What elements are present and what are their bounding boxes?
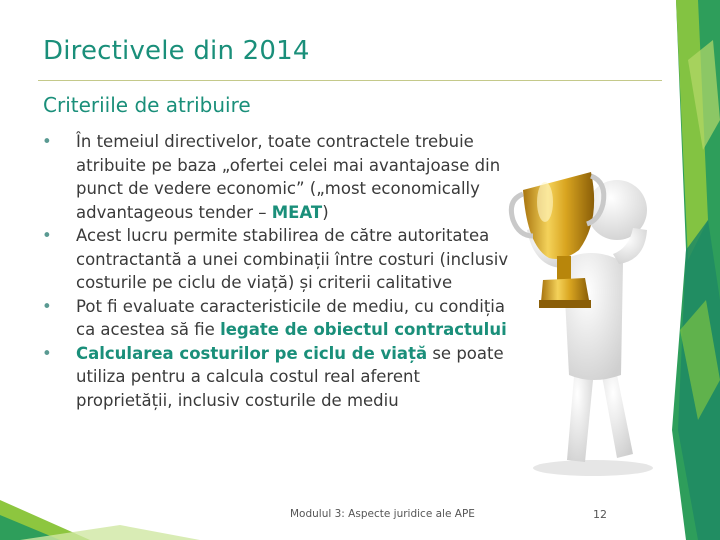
bullet-highlight: legate de obiectul contractului — [220, 320, 507, 339]
decorative-right-strip — [668, 0, 720, 540]
bullet-text-end: ) — [322, 202, 329, 222]
bullet-dot: • — [42, 343, 52, 363]
bullet-text: În temeiul directivelor, toate contractele trebuie atribuite pe baza „ofertei celei mai avantajoase din punct de vedere economic” („most economically advantageous tender – — [76, 132, 501, 222]
bullet-dot: • — [42, 296, 52, 316]
bullet-dot: • — [42, 226, 52, 245]
bullet-list — [40, 130, 520, 412]
bullet-text-end: se poate utiliza pentru a calcula costul real aferent proprietății, inclusiv costurile de mediu — [76, 343, 504, 410]
figure-holding-trophy-image — [505, 150, 665, 480]
bullet-text: Acest lucru permite stabilirea de către autoritatea contractantă a unei combinații între costuri (inclusiv costurile pe ciclu de viață) și criterii calitative — [76, 226, 509, 292]
slide-subtitle: Criteriile de atribuire — [43, 93, 251, 117]
decorative-bottom-left — [0, 480, 220, 540]
title-divider — [38, 80, 662, 81]
bullet-item — [40, 130, 520, 224]
slide-title: Directivele din 2014 — [43, 36, 310, 66]
bullet-item — [40, 342, 520, 413]
bullet-text: Pot fi evaluate caracteristicile de mediu, cu condiția ca acestea să fie — [76, 296, 505, 339]
footer-module: Modulul 3: Aspecte juridice ale APE — [290, 508, 475, 520]
bullet-item — [40, 224, 520, 295]
bullet-dot: • — [42, 132, 52, 151]
bullet-highlight: MEAT — [271, 202, 323, 222]
bullet-item — [40, 295, 520, 342]
page-number: 12 — [593, 508, 607, 521]
bullet-highlight: Calcularea costurilor pe ciclu de viață — [76, 343, 428, 363]
